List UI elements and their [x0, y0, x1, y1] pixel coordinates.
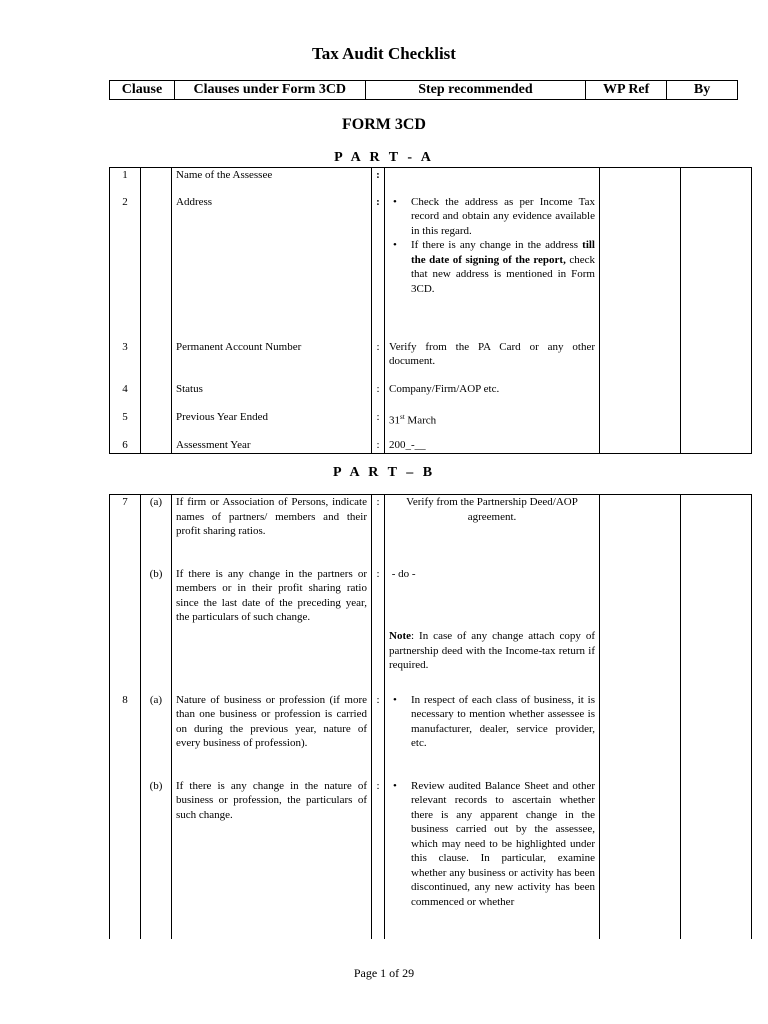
by-cell — [681, 340, 752, 382]
colon: : — [372, 495, 385, 567]
sub-clause: (b) — [141, 567, 172, 693]
clause-no: 6 — [110, 438, 141, 454]
wp-ref-cell — [600, 195, 681, 340]
clause-desc: Assessment Year — [172, 438, 372, 454]
clause-desc: If firm or Association of Persons, indicate names of partners/ members and their profit sharing ratios. — [172, 495, 372, 567]
clause-no: 5 — [110, 410, 141, 438]
by-cell — [681, 168, 752, 195]
table-row — [110, 340, 752, 382]
clause-no: 3 — [110, 340, 141, 382]
colon: : — [372, 168, 385, 195]
by-cell — [681, 382, 752, 410]
colon: : — [372, 779, 385, 939]
step: Verify from the Partnership Deed/AOP agreement. — [385, 495, 600, 567]
colon: : — [372, 195, 385, 340]
sub-clause — [141, 410, 172, 438]
colon: : — [372, 567, 385, 693]
table-row — [110, 410, 752, 438]
clause-desc: Permanent Account Number — [172, 340, 372, 382]
table-row — [110, 168, 752, 195]
header-clauses-under-form: Clauses under Form 3CD — [174, 81, 365, 100]
step — [385, 195, 600, 340]
step-bullet: • Review audited Balance Sheet and other relevant records to ascertain whether there is any apparent change in the business carried out by the assessee, which may need to be highlighted under this clause. In particular, examine whether any business or activity has been discontinued, any new activity has been commenced or whether — [389, 779, 595, 910]
clause-no: 2 — [110, 195, 141, 340]
table-row — [110, 693, 752, 779]
wp-ref-cell — [600, 779, 681, 939]
sub-clause — [141, 195, 172, 340]
step — [385, 168, 600, 195]
sub-clause: (b) — [141, 779, 172, 939]
clause-no: 4 — [110, 382, 141, 410]
document-title: Tax Audit Checklist — [312, 44, 456, 63]
colon: : — [372, 693, 385, 779]
colon: : — [372, 438, 385, 454]
sub-clause: (a) — [141, 693, 172, 779]
clause-no — [110, 567, 141, 693]
table-row — [110, 495, 752, 567]
clause-desc: If there is any change in the nature of business or profession, the particulars of such change. — [172, 779, 372, 939]
by-cell — [681, 410, 752, 438]
table-row — [110, 438, 752, 454]
step: 200_-__ — [385, 438, 600, 454]
part-a-table — [109, 167, 752, 454]
clause-desc: Previous Year Ended — [172, 410, 372, 438]
clause-no — [110, 779, 141, 939]
header-table — [109, 80, 738, 100]
header-step-recommended: Step recommended — [365, 81, 586, 100]
wp-ref-cell — [600, 168, 681, 195]
sub-clause — [141, 382, 172, 410]
table-row — [110, 779, 752, 939]
wp-ref-cell — [600, 410, 681, 438]
step-note: Note: In case of any change attach copy of partnership deed with the Income-tax return if required. — [389, 630, 595, 671]
by-cell — [681, 693, 752, 779]
sub-clause — [141, 340, 172, 382]
sub-clause — [141, 438, 172, 454]
colon: : — [372, 340, 385, 382]
table-row — [110, 195, 752, 340]
table-row — [110, 567, 752, 693]
clause-desc: Address — [172, 195, 372, 340]
sub-clause — [141, 168, 172, 195]
by-cell — [681, 195, 752, 340]
step-bullet: • In respect of each class of business, it is necessary to mention whether assessee is manufacturer, dealer, service provider, etc. — [389, 693, 595, 751]
step — [385, 567, 600, 693]
wp-ref-cell — [600, 382, 681, 410]
clause-no: 1 — [110, 168, 141, 195]
clause-no: 7 — [110, 495, 141, 567]
by-cell — [681, 438, 752, 454]
clause-desc: Name of the Assessee — [172, 168, 372, 195]
part-b-table — [109, 494, 752, 939]
wp-ref-cell — [600, 438, 681, 454]
wp-ref-cell — [600, 693, 681, 779]
wp-ref-cell — [600, 567, 681, 693]
step: Company/Firm/AOP etc. — [385, 382, 600, 410]
clause-desc: Nature of business or profession (if more than one business or profession is carried on during the previous year, nature of every business of profession). — [172, 693, 372, 779]
colon: : — [372, 382, 385, 410]
step — [385, 693, 600, 779]
clause-desc: Status — [172, 382, 372, 410]
step-bullet: • Check the address as per Income Tax record and obtain any evidence available in this regard. — [389, 195, 595, 239]
step: 31st March — [385, 410, 600, 438]
by-cell — [681, 495, 752, 567]
wp-ref-cell — [600, 340, 681, 382]
part-b-label: P A R T – B — [332, 465, 436, 480]
step: Verify from the PA Card or any other document. — [385, 340, 600, 382]
colon: : — [372, 410, 385, 438]
sub-clause: (a) — [141, 495, 172, 567]
clause-no: 8 — [110, 693, 141, 779]
page-number: Page 1 of 29 — [353, 966, 415, 980]
by-cell — [681, 567, 752, 693]
header-by: By — [667, 81, 738, 100]
form-title: FORM 3CD — [342, 116, 426, 133]
header-clause: Clause — [110, 81, 175, 100]
clause-desc: If there is any change in the partners or members or in their profit sharing ratio since the last date of the preceding year, the particulars of such change. — [172, 567, 372, 693]
header-wp-ref: WP Ref — [586, 81, 667, 100]
step-bullet: • If there is any change in the address till the date of signing of the report, check that new address is mentioned in Form 3CD. — [389, 238, 595, 296]
table-row — [110, 382, 752, 410]
part-a-label: P A R T - A — [334, 150, 434, 165]
wp-ref-cell — [600, 495, 681, 567]
step — [385, 779, 600, 939]
by-cell — [681, 779, 752, 939]
step-text: - do - — [389, 567, 416, 580]
